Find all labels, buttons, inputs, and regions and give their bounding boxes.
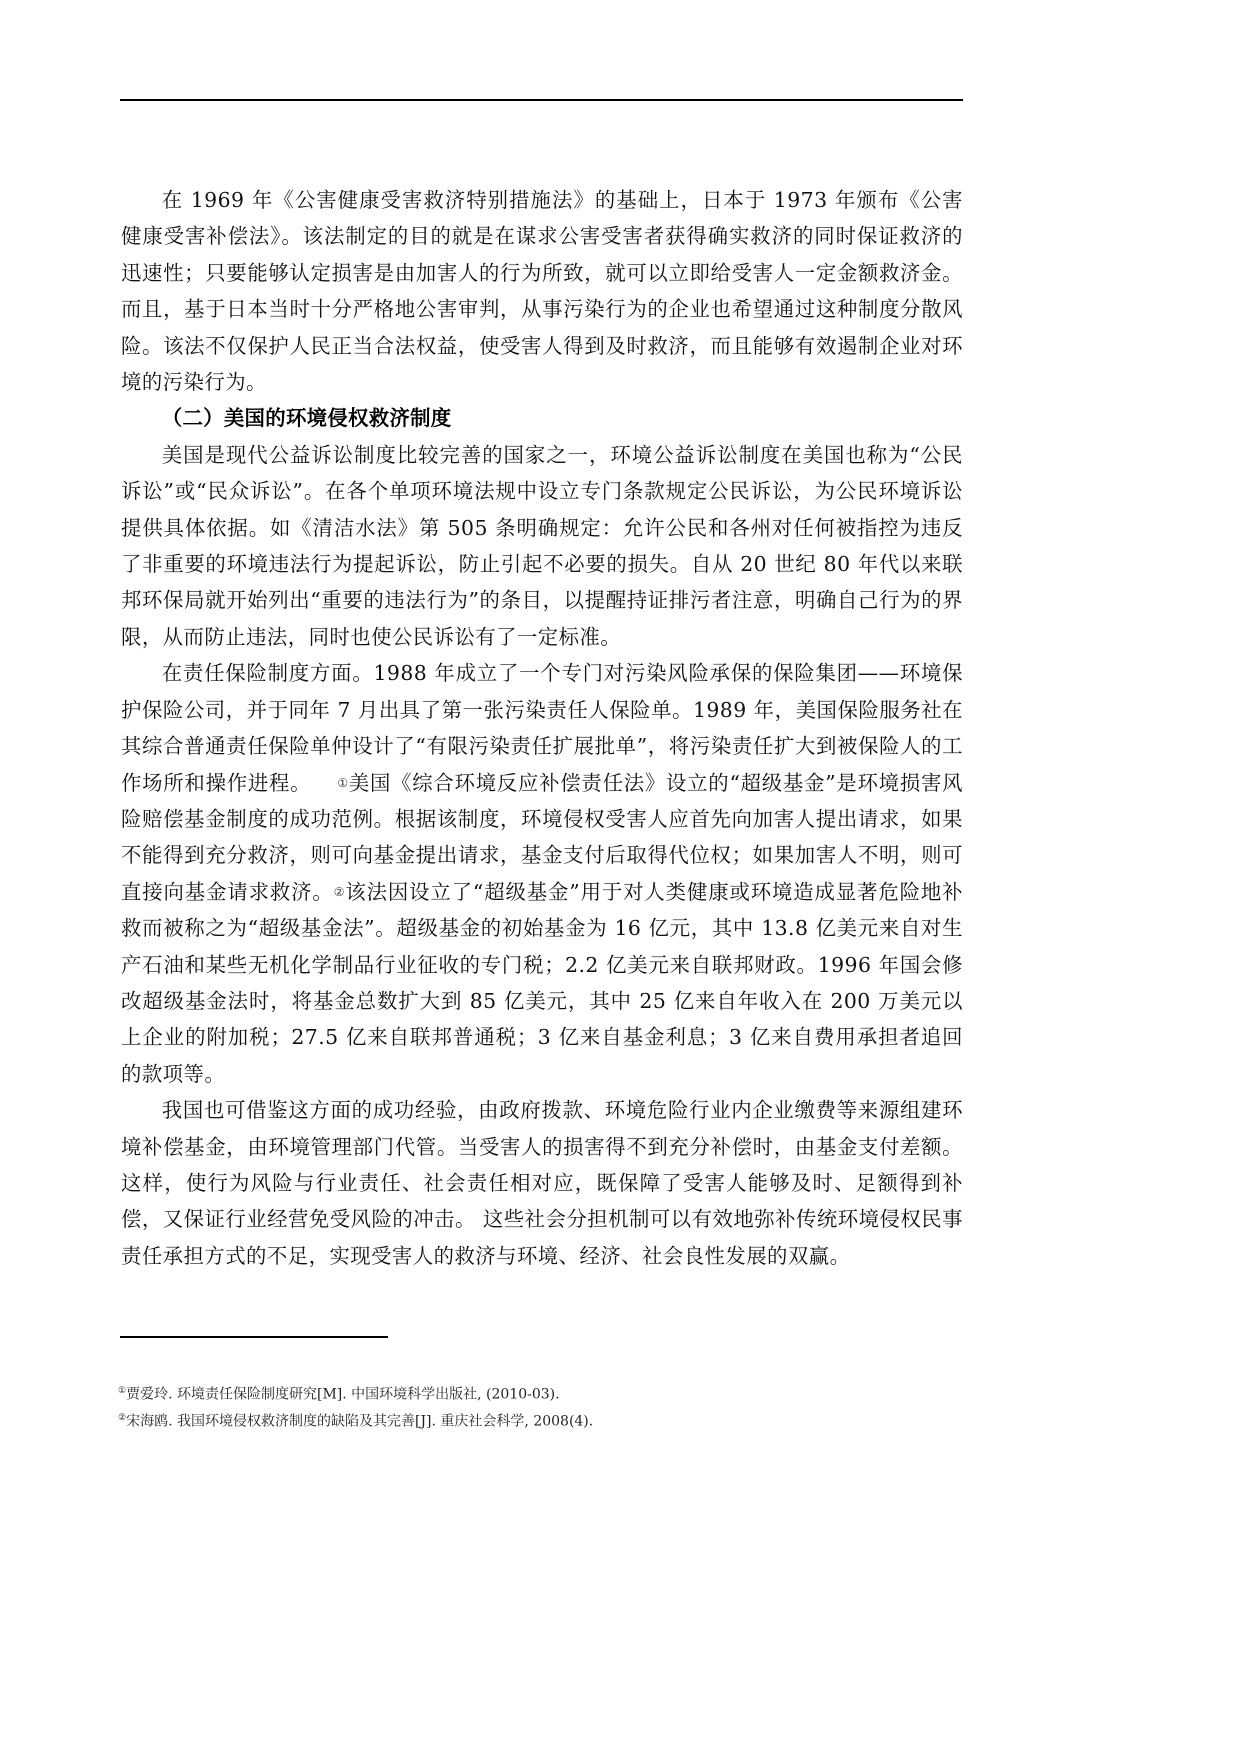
footnote-ref-1: ①	[337, 775, 349, 790]
footnote-ref-2: ②	[333, 884, 346, 899]
footnote-2	[118, 1407, 968, 1434]
footnote-2-mark: ②	[118, 1412, 127, 1423]
paragraph-us-insurance-superfund	[121, 655, 963, 1092]
paragraph-japan-compensation-law: 在 1969 年《公害健康受害救济特别措施法》的基础上，日本于 1973 年颁布《公害健康受害补偿法》。该法制定的目的就是在谋求公害受害者获得确实救济的同时保证救济的迅速性；只要能够认定损害是由加害人的行为所致，就可以立即给受害人一定金额救济金。而且，基于日本当时十分严格地公害审判，从事污染行为的企业也希望通过这种制度分散风险。该法不仅保护人民正当合法权益，使受害人得到及时救济，而且能够有效遏制企业对环境的污染行为。	[121, 188, 963, 395]
footnotes	[118, 1380, 968, 1433]
paragraph-china-compensation-fund: 我国也可借鉴这方面的成功经验，由政府拨款、环境危险行业内企业缴费等来源组建环境补偿基金，由环境管理部门代管。当受害人的损害得不到充分补偿时，由基金支付差额。这样，使行为风险与行业责任、社会责任相对应，既保障了受害人能够及时、足额得到补偿，又保证行业经营免受风险的冲击。 这些社会分担机制可以有效地弥补传统环境侵权民事责任承担方式的不足，实现受害人的救济与环境、经济、社会良性发展的双赢。	[121, 1098, 963, 1268]
footnote-1-mark: ①	[118, 1386, 127, 1396]
body-text	[121, 182, 963, 1274]
header-rule	[120, 99, 963, 101]
footnote-2-text: 宋海鸥. 我国环境侵权救济制度的缺陷及其完善[J]. 重庆社会科学, 2008(4).	[126, 1413, 594, 1430]
section-heading-us-remedy-system: （二）美国的环境侵权救济制度	[161, 406, 452, 431]
footnote-rule	[120, 1336, 388, 1338]
footnote-1	[118, 1380, 968, 1407]
paragraph-us-citizen-suit: 美国是现代公益诉讼制度比较完善的国家之一，环境公益诉讼制度在美国也称为“公民诉讼”或“民众诉讼”。在各个单项环境法规中设立专门条款规定公民诉讼，为公民环境诉讼提供具体依据。如《清洁水法》第 505 条明确规定：允许公民和各州对任何被指控为违反了非重要的环境违法行为提起诉讼，防止引起不必要的损失。自从 20 世纪 80 年代以来联邦环保局就开始列出“重要的违法行为”的条目，以提醒持证排污者注意，明确自己行为的界限，从而防止违法，同时也使公民诉讼有了一定标准。	[121, 442, 963, 649]
footnote-1-text: 贾爱玲. 环境责任保险制度研究[M]. 中国环境科学出版社, (2010-03).	[126, 1386, 560, 1403]
paragraph-text-segment: 该法因设立了“超级基金”用于对人类健康或环境造成显著危险地补救而被称之为“超级基金法”。超级基金的初始基金为 16 亿元，其中 13.8 亿美元来自对生产石油和某些无机化学制品行业征收的专门税；2.2 亿美元来自联邦财政。1996 年国会修改超级基金法时，将基金总数扩大到 85 亿美元，其中 25 亿来自年收入在 200 万美元以上企业的附加税；27.5 亿来自联邦普通税；3 亿来自基金利息；3 亿来自费用承担者追回的款项等。	[121, 879, 963, 1086]
paragraph-text-segment: 美国《综合环境反应补偿责任法》设立的“超级基金”是环境损害风险赔偿基金制度的成功范例。根据该制度，环境侵权受害人应首先向加害人提出请求，如果不能得到充分救济，则可向基金提出请求，基金支付后取得代位权；如果加害人不明，则可直接向基金请求救济。	[121, 770, 963, 904]
paragraph-text-segment: 在责任保险制度方面。1988 年成立了一个专门对污染风险承保的保险集团——环境保护保险公司，并于同年 7 月出具了第一张污染责任人保险单。1989 年，美国保险服务社在其综合普通责任保险单仲设计了“有限污染责任扩展批单”，将污染责任扩大到被保险人的工作场所和操作进程。	[121, 661, 963, 795]
